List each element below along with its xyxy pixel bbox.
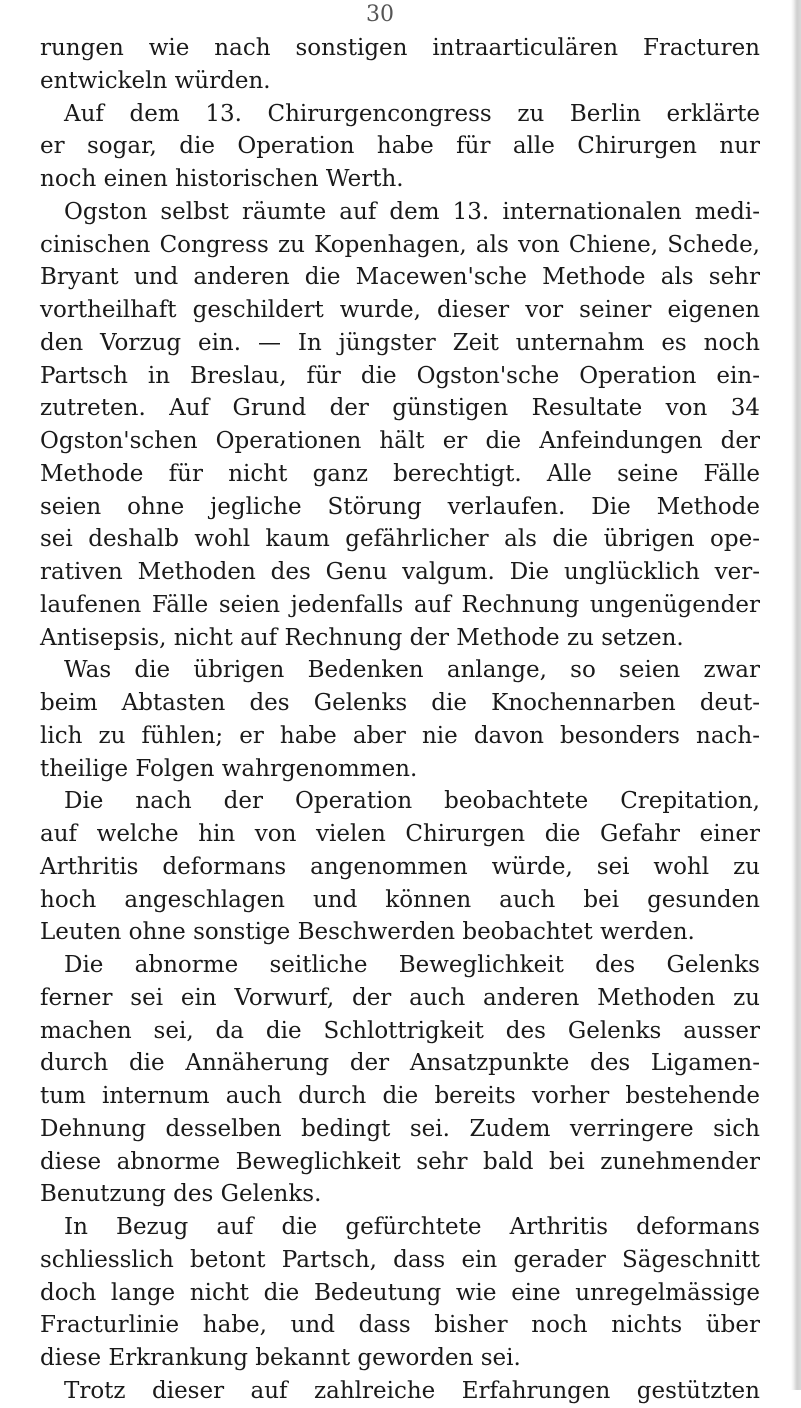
text-line: diese Erkrankung bekannt geworden sei. xyxy=(40,1345,521,1371)
text-line: sei deshalb wohl kaum gefährlicher als die übrigen ope- xyxy=(40,526,760,553)
text-line: Antisepsis, nicht auf Rechnung der Methode zu setzen. xyxy=(40,624,684,651)
text-line: Benutzung des Gelenks. xyxy=(40,1181,322,1208)
text-line: theilige Folgen wahrgenommen. xyxy=(40,755,418,782)
text-line: Trotz dieser auf zahlreiche Erfahrungen gestützten xyxy=(64,1377,760,1404)
text-line: rungen wie nach sonstigen intraarticulären Fracturen xyxy=(40,35,760,61)
text-line: tum internum auch durch die bereits vorher bestehende xyxy=(40,1083,760,1109)
text-line: auf welche hin von vielen Chirurgen die Gefahr einer xyxy=(40,821,760,847)
text-line: diese abnorme Beweglichkeit sehr bald bei zunehmender xyxy=(40,1148,760,1175)
text-line: Fracturlinie habe, und dass bisher noch nichts über xyxy=(40,1312,760,1339)
text-line: Dehnung desselben bedingt sei. Zudem verringere sich xyxy=(40,1115,760,1142)
text-line: seien ohne jegliche Störung verlaufen. Die Methode xyxy=(40,493,760,520)
body-text xyxy=(40,32,760,1408)
text-line: Die nach der Operation beobachtete Crepitation, xyxy=(64,788,760,815)
text-line: Ogston'schen Operationen hält er die Anfeindungen der xyxy=(40,428,760,454)
text-line: beim Abtasten des Gelenks die Knochennarben deut- xyxy=(40,690,760,716)
text-line: Arthritis deformans angenommen würde, sei wohl zu xyxy=(40,853,760,880)
text-line: cinischen Congress zu Kopenhagen, als von Chiene, Schede, xyxy=(40,231,760,258)
text-line: entwickeln würden. xyxy=(40,67,271,94)
text-line: vortheilhaft geschildert wurde, dieser vor seiner eigenen xyxy=(40,297,760,323)
text-line: lich zu fühlen; er habe aber nie davon besonders nach- xyxy=(40,722,760,749)
text-line: machen sei, da die Schlottrigkeit des Gelenks ausser xyxy=(40,1017,760,1044)
text-line: Auf dem 13. Chirurgencongress zu Berlin erklärte xyxy=(64,100,760,127)
text-line: doch lange nicht die Bedeutung wie eine unregelmässige xyxy=(40,1279,760,1306)
text-line: rativen Methoden des Genu valgum. Die unglücklich ver- xyxy=(40,559,760,585)
text-line: In Bezug auf die gefürchtete Arthritis deformans xyxy=(64,1214,760,1240)
text-line: Leuten ohne sonstige Beschwerden beobachtet werden. xyxy=(40,919,695,946)
text-line: hoch angeschlagen und können auch bei gesunden xyxy=(40,886,760,913)
text-line: Ogston selbst räumte auf dem 13. internationalen medi- xyxy=(64,198,760,225)
text-line: Was die übrigen Bedenken anlange, so seien zwar xyxy=(64,657,760,684)
text-line: Bryant und anderen die Macewen'sche Methode als sehr xyxy=(40,264,760,291)
text-line: ferner sei ein Vorwurf, der auch anderen Methoden zu xyxy=(40,984,760,1011)
text-line: zutreten. Auf Grund der günstigen Resultate von 34 xyxy=(40,395,760,422)
text-line: den Vorzug ein. — In jüngster Zeit unternahm es noch xyxy=(40,329,760,356)
text-line: er sogar, die Operation habe für alle Chirurgen nur xyxy=(40,133,760,160)
text-line: Die abnorme seitliche Beweglichkeit des Gelenks xyxy=(64,952,760,978)
text-line: laufenen Fälle seien jedenfalls auf Rechnung ungenügender xyxy=(40,591,760,618)
text-line: Methode für nicht ganz berechtigt. Alle seine Fälle xyxy=(40,460,760,487)
text-line: Partsch in Breslau, für die Ogston'sche Operation ein- xyxy=(40,362,760,389)
page-number: 30 xyxy=(366,2,394,27)
text-line: noch einen historischen Werth. xyxy=(40,166,404,192)
text-line: schliesslich betont Partsch, dass ein gerader Sägeschnitt xyxy=(40,1246,760,1273)
page-edge-shadow xyxy=(791,0,801,1390)
text-line: durch die Annäherung der Ansatzpunkte des Ligamen- xyxy=(40,1050,760,1077)
